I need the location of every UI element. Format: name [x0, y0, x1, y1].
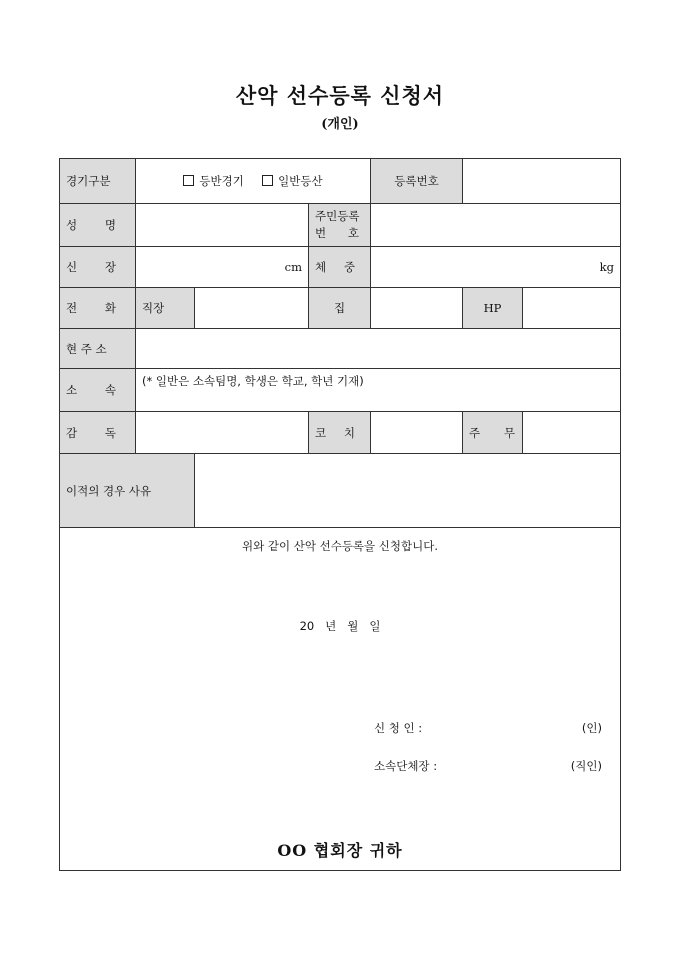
- checkbox-hiking[interactable]: [262, 175, 273, 186]
- work-phone-label: 직장: [136, 288, 195, 329]
- manager-field[interactable]: [523, 412, 621, 454]
- affiliation-note: (* 일반은 소속팀명, 학생은 학교, 학년 기재): [142, 374, 364, 388]
- id-number-field[interactable]: [371, 204, 621, 247]
- row-body: [60, 247, 621, 288]
- id-number-label: [309, 204, 371, 247]
- date-line: 20 년 월 일: [299, 619, 381, 633]
- checkbox-climbing[interactable]: [183, 175, 194, 186]
- coach-label-b: 치: [343, 425, 355, 440]
- row-address: [60, 329, 621, 369]
- reg-no-field[interactable]: [463, 159, 621, 204]
- category-label: 경기구분: [60, 159, 136, 204]
- row-affiliation: [60, 369, 621, 412]
- coach-label: [309, 412, 371, 454]
- row-declaration: [60, 528, 621, 871]
- mobile-label: HP: [463, 288, 523, 329]
- height-field[interactable]: [136, 247, 309, 288]
- transfer-reason-label: 이적의 경우 사유: [60, 454, 195, 528]
- weight-label-a: 체: [315, 260, 327, 274]
- coach-field[interactable]: [371, 412, 463, 454]
- height-label: [60, 247, 136, 288]
- director-label: [60, 412, 136, 454]
- name-field[interactable]: [136, 204, 309, 247]
- phone-label: [60, 288, 136, 329]
- mobile-field[interactable]: [523, 288, 621, 329]
- home-phone-field[interactable]: [371, 288, 463, 329]
- row-name: [60, 204, 621, 247]
- form-subtitle: (개인): [321, 117, 359, 132]
- option-climbing-label: 등반경기: [199, 174, 244, 188]
- applicant-label: 신 청 인 :: [374, 721, 423, 735]
- height-unit: cm: [284, 260, 302, 274]
- name-label-b: 명: [104, 218, 116, 232]
- director-label-b: 독: [104, 425, 116, 440]
- affil-label-b: 속: [104, 383, 116, 397]
- phone-label-b: 화: [104, 301, 116, 315]
- id-label-line1: 주민등록: [315, 209, 360, 223]
- form-title: 산악 선수등록 신청서: [235, 83, 445, 108]
- row-category: [60, 159, 621, 204]
- name-label-a: 성: [66, 218, 78, 232]
- work-phone-field[interactable]: [195, 288, 309, 329]
- coach-label-a: 코: [315, 425, 327, 440]
- weight-label: [309, 247, 371, 288]
- row-transfer: [60, 454, 621, 528]
- row-staff: [60, 412, 621, 454]
- height-label-a: 신: [66, 260, 78, 274]
- manager-label-b: 무: [503, 425, 515, 440]
- director-label-a: 감: [66, 425, 78, 440]
- height-label-b: 장: [104, 260, 116, 274]
- director-field[interactable]: [136, 412, 309, 454]
- address-label: 현 주 소: [60, 329, 136, 369]
- declaration-statement: 위와 같이 산악 선수등록을 신청합니다.: [241, 539, 439, 553]
- row-phone: [60, 288, 621, 329]
- phone-label-a: 전: [66, 301, 78, 315]
- weight-unit: kg: [599, 260, 614, 274]
- option-hiking-label: 일반등산: [278, 174, 323, 188]
- head-seal: (직인): [570, 759, 602, 773]
- reg-no-label: 등록번호: [371, 159, 463, 204]
- applicant-seal: (인): [581, 721, 602, 735]
- affiliation-field[interactable]: [136, 369, 621, 412]
- category-options: [136, 159, 371, 204]
- id-label-line2a: 번: [315, 226, 327, 240]
- name-label: [60, 204, 136, 247]
- transfer-reason-field[interactable]: [195, 454, 621, 528]
- address-field[interactable]: [136, 329, 621, 369]
- head-label: 소속단체장 :: [374, 759, 438, 773]
- declaration-cell: [60, 528, 621, 871]
- id-label-line2b: 호: [347, 226, 359, 240]
- home-phone-label: 집: [309, 288, 371, 329]
- manager-label-a: 주: [469, 425, 481, 440]
- manager-label: [463, 412, 523, 454]
- registration-form-table: [59, 158, 621, 871]
- weight-field[interactable]: [371, 247, 621, 288]
- weight-label-b: 중: [343, 260, 355, 274]
- addressee: OO 협회장 귀하: [277, 841, 403, 860]
- affiliation-label: [60, 369, 136, 412]
- affil-label-a: 소: [66, 383, 78, 397]
